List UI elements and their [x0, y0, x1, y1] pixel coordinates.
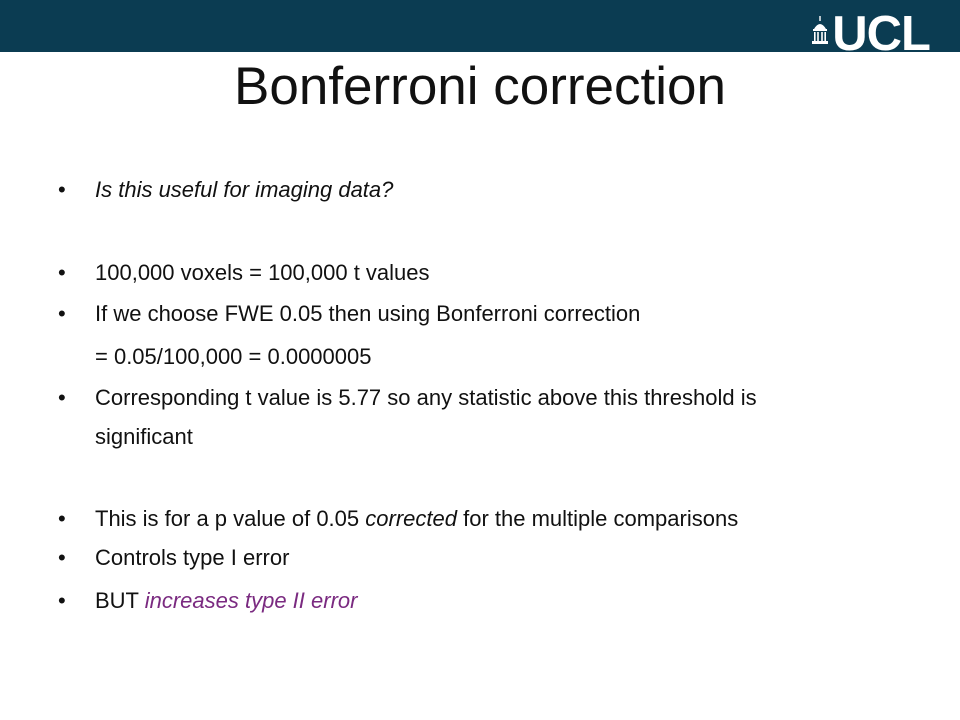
text-run: for the multiple comparisons [456, 506, 739, 531]
text-run: This is for a p value of 0.05 [95, 506, 366, 531]
bullet-marker: • [58, 177, 66, 202]
bullet-text [95, 503, 915, 535]
bullet-text-line2: significant [95, 424, 193, 449]
logo-text: UCL [832, 7, 930, 61]
bullet-text: Is this useful for imaging data? [95, 177, 394, 202]
bullet-marker: • [58, 301, 66, 326]
bullet-marker: • [58, 260, 66, 285]
bullet-marker: • [58, 545, 66, 570]
bullet-text: 100,000 voxels = 100,000 t values [95, 260, 430, 285]
bullet-marker: • [58, 588, 66, 613]
slide-title: Bonferroni correction [234, 57, 726, 116]
accent-text: increases type II error [144, 588, 358, 613]
bullet-text-line1: Corresponding t value is 5.77 so any statistic above this threshold is [95, 385, 757, 410]
emphasis-text: corrected [365, 506, 457, 531]
bullet-continuation-text: = 0.05/100,000 = 0.0000005 [95, 344, 372, 369]
text-run: BUT [95, 588, 145, 613]
bullet-text [95, 585, 915, 617]
bullet-text: If we choose FWE 0.05 then using Bonferroni correction [95, 301, 641, 326]
bullet-text: Controls type I error [95, 545, 290, 570]
bullet-marker: • [58, 506, 66, 531]
bullet-marker: • [58, 385, 66, 410]
